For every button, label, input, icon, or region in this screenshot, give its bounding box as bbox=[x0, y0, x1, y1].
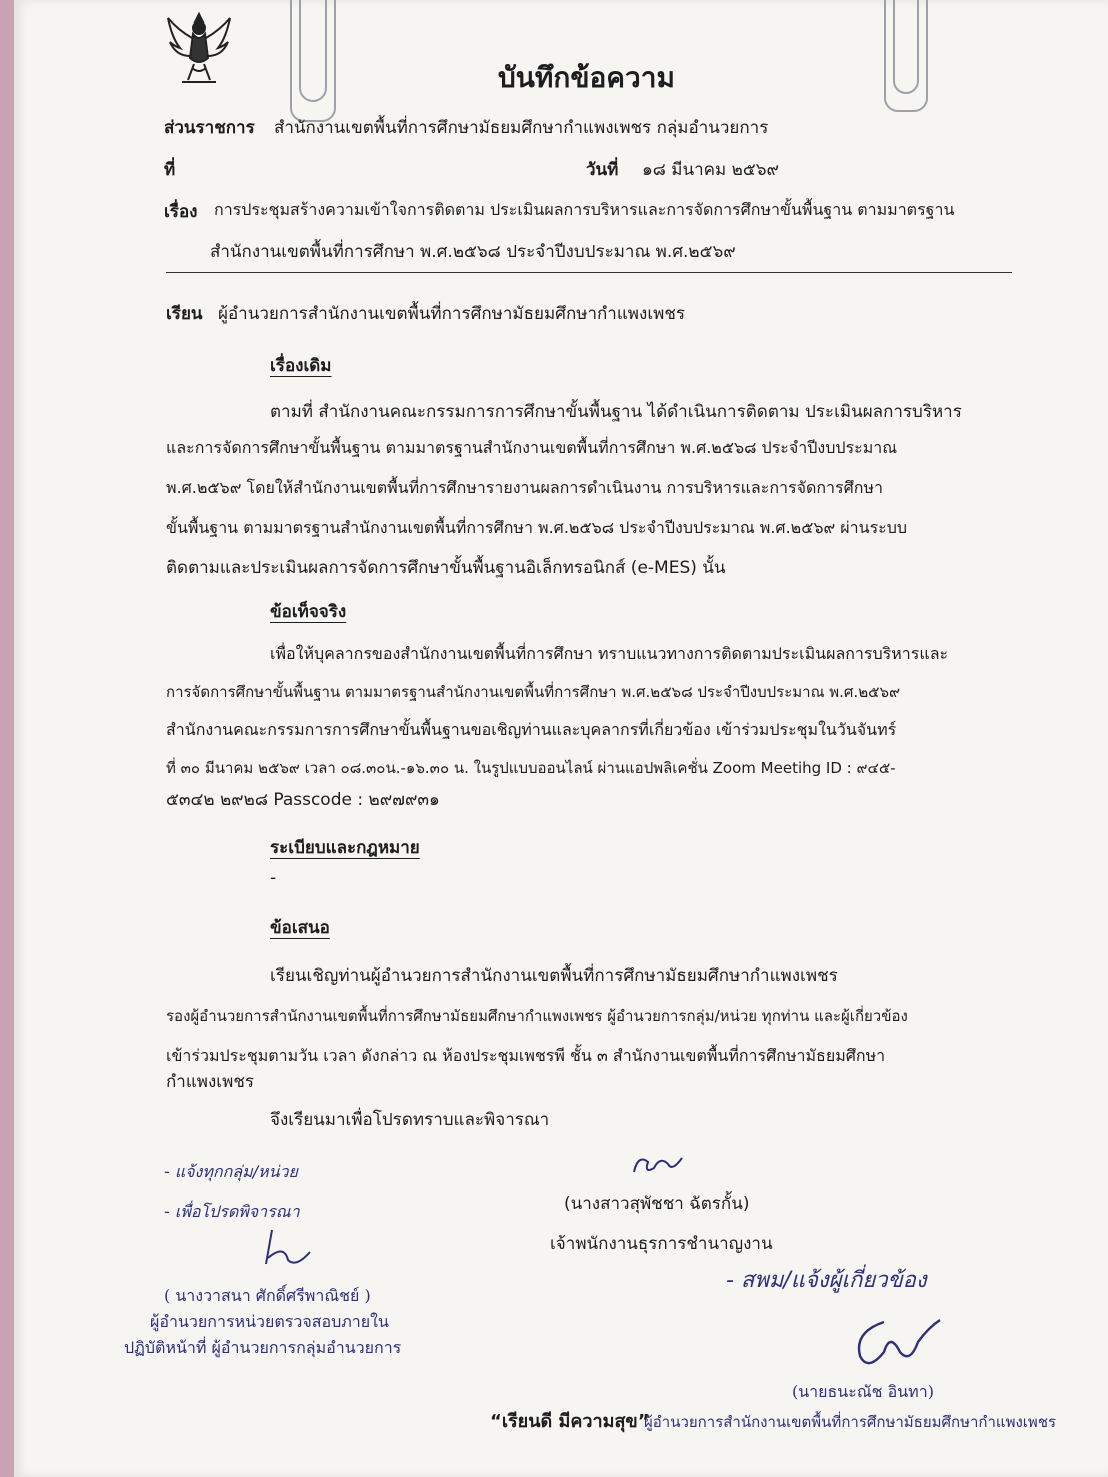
paper-clip bbox=[893, 0, 919, 94]
left-signature-icon bbox=[254, 1224, 324, 1270]
left-signer-title: ผู้อำนวยการหน่วยตรวจสอบภายใน bbox=[150, 1312, 389, 1331]
subject-label: เรื่อง bbox=[164, 202, 198, 222]
date-label: วันที่ bbox=[586, 160, 619, 180]
background-line: ตามที่ สำนักงานคณะกรรมการการศึกษาขั้นพื้นฐาน ได้ดำเนินการติดตาม ประเมินผลการบริหาร bbox=[270, 402, 962, 422]
regulations-heading: ระเบียบและกฎหมาย bbox=[270, 838, 420, 858]
background-line: ติดตามและประเมินผลการจัดการศึกษาขั้นพื้นฐานอิเล็กทรอนิกส์ (e-MES) นั้น bbox=[166, 558, 726, 578]
regulations-body: - bbox=[270, 868, 277, 888]
clerk-signature-icon bbox=[624, 1148, 694, 1184]
header-divider bbox=[166, 272, 1012, 273]
proposal-heading: ข้อเสนอ bbox=[270, 918, 330, 938]
director-note: - สพม/แจ้งผู้เกี่ยวข้อง bbox=[726, 1268, 927, 1293]
background-heading: เรื่องเดิม bbox=[270, 356, 332, 376]
to-value: ผู้อำนวยการสำนักงานเขตพื้นที่การศึกษามัธยมศึกษากำแพงเพชร bbox=[218, 304, 686, 324]
paper-clip bbox=[299, 0, 327, 102]
background-line: ขั้นพื้นฐาน ตามมาตรฐานสำนักงานเขตพื้นที่การศึกษา พ.ศ.๒๕๖๘ ประจำปีงบประมาณ พ.ศ.๒๕๖๙ ผ่านระบบ bbox=[166, 518, 908, 537]
slogan: “เรียนดี มีความสุข” bbox=[490, 1411, 650, 1432]
proposal-line: กำแพงเพชร bbox=[166, 1072, 254, 1092]
facts-line: สำนักงานคณะกรรมการการศึกษาขั้นพื้นฐานขอเชิญท่านและบุคลากรที่เกี่ยวข้อง เข้าร่วมประชุมในวันจันทร์ bbox=[166, 720, 897, 739]
clerk-title: เจ้าพนักงานธุรการชำนาญงาน bbox=[550, 1234, 773, 1254]
director-name: (นายธนะณัช อินทา) bbox=[792, 1382, 934, 1401]
facts-heading: ข้อเท็จจริง bbox=[270, 602, 347, 622]
memo-page bbox=[14, 0, 1108, 1477]
agency-value: สำนักงานเขตพื้นที่การศึกษามัธยมศึกษากำแพงเพชร กลุ่มอำนวยการ bbox=[274, 118, 769, 138]
clerk-name: (นางสาวสุพัชชา ฉัตรกั้น) bbox=[564, 1194, 750, 1214]
director-title: ผู้อำนวยการสำนักงานเขตพื้นที่การศึกษามัธยมศึกษากำแพงเพชร bbox=[644, 1413, 1057, 1431]
garuda-emblem-icon bbox=[164, 8, 234, 88]
closing-line: จึงเรียนมาเพื่อโปรดทราบและพิจารณา bbox=[270, 1110, 550, 1130]
facts-line: ๕๓๔๒ ๒๙๒๘ Passcode : ๒๙๗๙๓๑ bbox=[166, 790, 440, 810]
to-label: เรียน bbox=[166, 304, 203, 324]
facts-line: เพื่อให้บุคลากรของสำนักงานเขตพื้นที่การศึกษา ทราบแนวทางการติดตามประเมินผลการบริหารและ bbox=[270, 644, 949, 663]
memo-title: บันทึกข้อความ bbox=[498, 61, 675, 94]
proposal-line: เรียนเชิญท่านผู้อำนวยการสำนักงานเขตพื้นที่การศึกษามัธยมศึกษากำแพงเพชร bbox=[270, 966, 838, 986]
facts-line: การจัดการศึกษาขั้นพื้นฐาน ตามมาตรฐานสำนักงานเขตพื้นที่การศึกษา พ.ศ.๒๕๖๘ ประจำปีงบประมาณ พ.ศ.๒๕๖๙ bbox=[166, 683, 900, 701]
background-line: และการจัดการศึกษาขั้นพื้นฐาน ตามมาตรฐานสำนักงานเขตพื้นที่การศึกษา พ.ศ.๒๕๖๘ ประจำปีงบประมาณ bbox=[166, 438, 898, 457]
subject-line: สำนักงานเขตพื้นที่การศึกษา พ.ศ.๒๕๖๘ ประจำปีงบประมาณ พ.ศ.๒๕๖๙ bbox=[210, 242, 736, 262]
background-line: พ.ศ.๒๕๖๙ โดยให้สำนักงานเขตพื้นที่การศึกษารายงานผลการดำเนินงาน การบริหารและการจัดการศึกษา bbox=[166, 478, 883, 497]
proposal-line: เข้าร่วมประชุมตามวัน เวลา ดังกล่าว ณ ห้องประชุมเพชรพี ชั้น ๓ สำนักงานเขตพื้นที่การศึกษามัธยมศึกษา bbox=[166, 1046, 886, 1065]
handwritten-note: - เพื่อโปรดพิจารณา bbox=[164, 1202, 300, 1221]
left-signer-title: ปฏิบัติหน้าที่ ผู้อำนวยการกลุ่มอำนวยการ bbox=[124, 1338, 402, 1357]
subject-line: การประชุมสร้างความเข้าใจการติดตาม ประเมินผลการบริหารและการจัดการศึกษาขั้นพื้นฐาน ตามมาตรฐาน bbox=[214, 200, 955, 219]
left-signer-name: ( นางวาสนา ศักดิ์ศรีพาณิชย์ ) bbox=[164, 1286, 371, 1305]
director-signature-icon bbox=[844, 1312, 954, 1374]
proposal-line: รองผู้อำนวยการสำนักงานเขตพื้นที่การศึกษามัธยมศึกษากำแพงเพชร ผู้อำนวยการกลุ่ม/หน่วย ทุกท่าน และผู้เกี่ยวข้อง bbox=[166, 1007, 908, 1025]
handwritten-note: - แจ้งทุกกลุ่ม/หน่วย bbox=[164, 1162, 298, 1181]
date-value: ๑๘ มีนาคม ๒๕๖๙ bbox=[642, 160, 779, 180]
facts-line: ที่ ๓๐ มีนาคม ๒๕๖๙ เวลา ๐๘.๓๐น.-๑๖.๓๐ น. ในรูปแบบออนไลน์ ผ่านแอปพลิเคชั่น Zoom Meetihg ID : ๙๔๕- bbox=[166, 759, 896, 777]
agency-label: ส่วนราชการ bbox=[164, 118, 255, 138]
ref-label: ที่ bbox=[164, 160, 176, 180]
